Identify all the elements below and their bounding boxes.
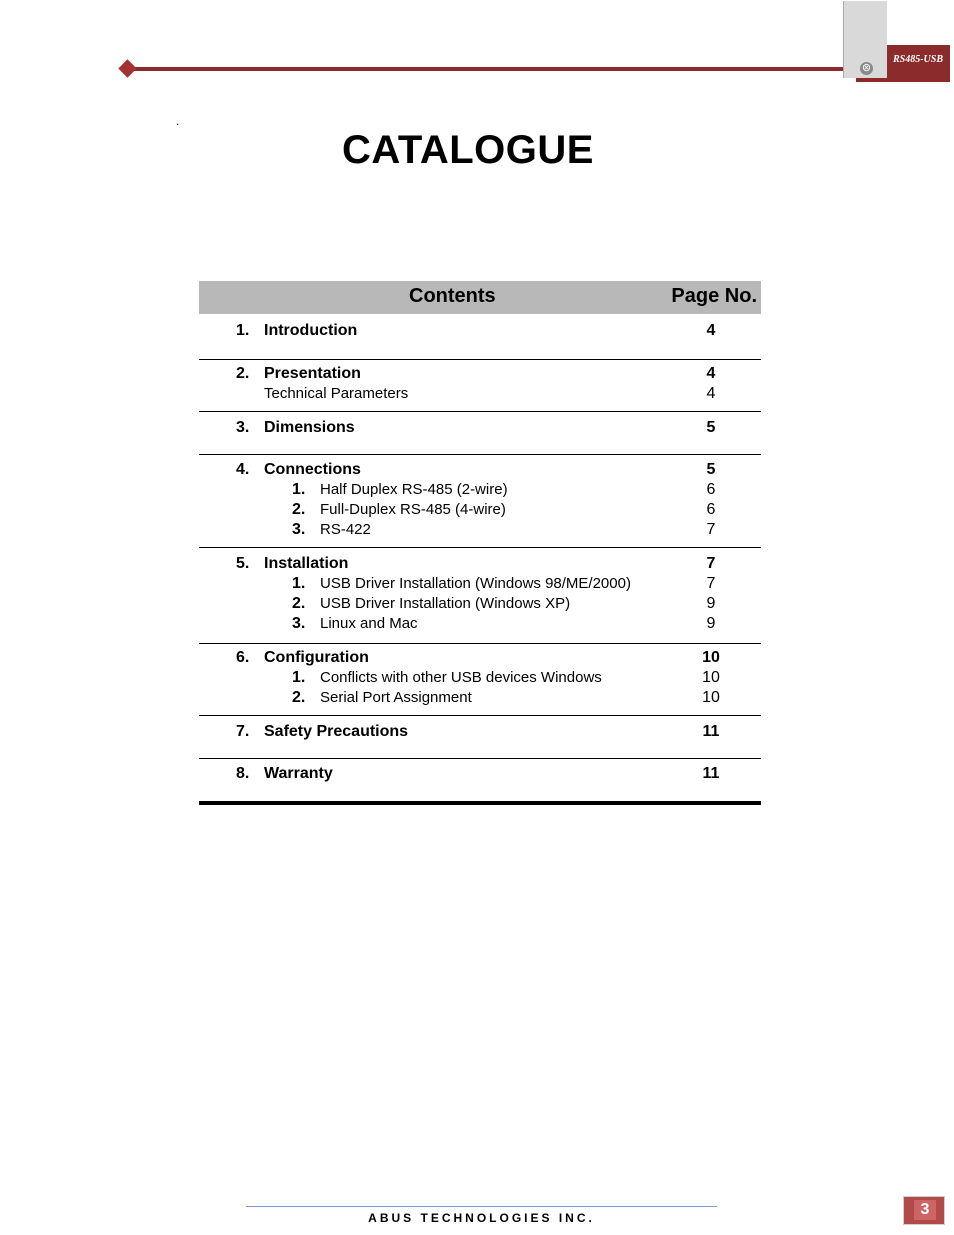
toc-page: 10 — [702, 669, 720, 686]
toc-number: 1. — [292, 575, 306, 592]
header-diamond-icon — [118, 59, 136, 77]
toc-page: 6 — [706, 481, 716, 498]
toc-entry — [199, 322, 761, 342]
toc-page: 4 — [706, 322, 716, 339]
toc-number: 1. — [236, 322, 250, 339]
toc-number: 5. — [236, 555, 250, 572]
toc-page: 7 — [706, 555, 716, 572]
toc-subentry — [199, 501, 761, 521]
toc-page: 11 — [702, 765, 720, 782]
toc-number: 1. — [292, 481, 306, 498]
toc-number: 2. — [236, 365, 250, 382]
toc-page: 9 — [706, 595, 716, 612]
toc-subentry — [199, 669, 761, 689]
page-number: 3 — [914, 1200, 936, 1220]
toc-number: 1. — [292, 669, 306, 686]
toc-label: Dimensions — [264, 419, 355, 436]
toc-subentry — [199, 481, 761, 501]
toc-section — [199, 412, 761, 455]
contents-column-header: Contents — [409, 285, 496, 307]
header-label: RS485-USB — [892, 54, 943, 65]
toc-label: Serial Port Assignment — [320, 689, 472, 706]
toc-page: 6 — [706, 501, 716, 518]
toc-label: Half Duplex RS-485 (2-wire) — [320, 481, 508, 498]
contents-body — [199, 314, 761, 805]
toc-subentry — [199, 521, 761, 541]
toc-page: 9 — [706, 615, 716, 632]
toc-section — [199, 314, 761, 360]
toc-page: 5 — [706, 461, 716, 478]
toc-number: 2. — [292, 501, 306, 518]
toc-label: Full-Duplex RS-485 (4-wire) — [320, 501, 506, 518]
toc-page: 4 — [706, 365, 716, 382]
toc-label: Presentation — [264, 365, 361, 382]
toc-section — [199, 360, 761, 412]
toc-number: 3. — [292, 615, 306, 632]
toc-label: USB Driver Installation (Windows 98/ME/2000) — [320, 575, 631, 592]
toc-number: 3. — [236, 419, 250, 436]
toc-page: 10 — [702, 689, 720, 706]
footer-company: ABUS TECHNOLOGIES INC. — [368, 1211, 595, 1225]
toc-section — [199, 455, 761, 548]
toc-page: 11 — [702, 723, 720, 740]
contents-header — [199, 281, 761, 314]
toc-number: 8. — [236, 765, 250, 782]
toc-label: Warranty — [264, 765, 333, 782]
toc-entry — [199, 461, 761, 481]
toc-number: 3. — [292, 521, 306, 538]
toc-section — [199, 716, 761, 759]
stray-dot: . — [176, 114, 180, 128]
header-rule — [128, 67, 858, 71]
toc-page: 5 — [706, 419, 716, 436]
toc-label: Conflicts with other USB devices Windows — [320, 669, 602, 686]
toc-number: 4. — [236, 461, 250, 478]
toc-label: Technical Parameters — [264, 385, 409, 402]
page-number-badge — [903, 1196, 945, 1225]
toc-label: USB Driver Installation (Windows XP) — [320, 595, 571, 612]
toc-page: 7 — [706, 575, 716, 592]
toc-entry — [199, 365, 761, 385]
toc-label: RS-422 — [320, 521, 371, 538]
toc-label: Introduction — [264, 322, 358, 339]
toc-label: Linux and Mac — [320, 615, 418, 632]
toc-page: 10 — [702, 649, 720, 666]
toc-label: Installation — [264, 555, 349, 572]
page-column-header: Page No. — [671, 285, 757, 307]
toc-number: 2. — [292, 689, 306, 706]
toc-section — [199, 759, 761, 805]
toc-page: 7 — [706, 521, 716, 538]
toc-entry — [199, 723, 761, 743]
toc-number: 6. — [236, 649, 250, 666]
toc-page: 4 — [706, 385, 716, 402]
toc-section — [199, 644, 761, 716]
toc-subentry — [199, 385, 761, 404]
toc-entry — [199, 765, 761, 785]
toc-entry — [199, 649, 761, 669]
toc-subentry — [199, 575, 761, 595]
header-bullet-icon: ⊗ — [861, 62, 872, 74]
page-title: CATALOGUE — [342, 128, 594, 172]
toc-label: Configuration — [264, 649, 369, 666]
toc-number: 2. — [292, 595, 306, 612]
toc-section — [199, 548, 761, 644]
toc-label: Safety Precautions — [264, 723, 409, 740]
toc-subentry — [199, 615, 761, 635]
toc-subentry — [199, 689, 761, 709]
contents-table — [199, 281, 761, 805]
footer-rule — [246, 1206, 717, 1207]
toc-entry — [199, 555, 761, 575]
toc-subentry — [199, 595, 761, 615]
toc-label: Connections — [264, 461, 361, 478]
toc-number: 7. — [236, 723, 250, 740]
toc-entry — [199, 419, 761, 439]
